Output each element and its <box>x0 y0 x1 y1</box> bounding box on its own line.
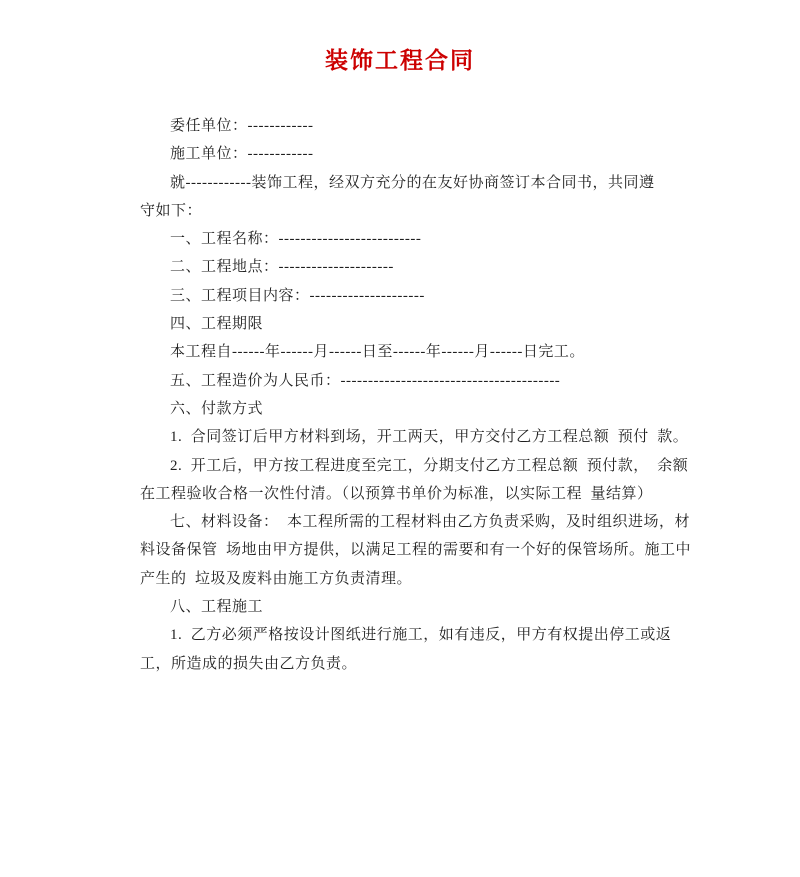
line-contractor-unit: 施工单位：------------ <box>170 146 314 163</box>
line-clause-6-item-1: 1. 合同签订后甲方材料到场，开工两天，甲方交付乙方工程总额 预付 款。 <box>170 429 689 446</box>
line-clause-3-project-content: 三、工程项目内容：--------------------- <box>170 287 425 304</box>
document-body <box>0 112 800 678</box>
line-clause-4-duration-dates: 本工程自------年------月------日至------年------月------日完工。 <box>170 344 585 361</box>
line-clause-6-item-2a: 2. 开工后，甲方按工程进度至完工，分期支付乙方工程总额 预付款， 余额 <box>170 457 689 474</box>
document-title: 装饰工程合同 <box>325 48 475 73</box>
line-preamble-2: 守如下： <box>140 202 203 219</box>
line-clause-7-materials-c: 产生的 垃圾及废料由施工方负责清理。 <box>140 570 413 587</box>
line-clause-4-duration-heading: 四、工程期限 <box>170 316 264 333</box>
line-clause-7-materials-a: 七、材料设备： 本工程所需的工程材料由乙方负责采购，及时组织进场，材 <box>170 514 691 531</box>
line-clause-5-price: 五、工程造价为人民币：---------------------------------------- <box>170 372 561 389</box>
line-clause-6-payment-heading: 六、付款方式 <box>170 400 264 417</box>
line-clause-8-item-1b: 工，所造成的损失由乙方负责。 <box>140 655 358 672</box>
line-preamble-1: 就------------装饰工程，经双方充分的在友好协商签订本合同书，共同遵 <box>170 174 655 191</box>
line-clause-8-construction-heading: 八、工程施工 <box>170 599 264 616</box>
line-clause-8-item-1a: 1. 乙方必须严格按设计图纸进行施工，如有违反，甲方有权提出停工或返 <box>170 627 672 644</box>
line-clause-1-project-name: 一、工程名称：-------------------------- <box>170 231 422 248</box>
line-client-unit: 委任单位：------------ <box>170 118 314 134</box>
line-clause-2-project-location: 二、工程地点：--------------------- <box>170 259 394 276</box>
line-clause-7-materials-b: 料设备保管 场地由甲方提供，以满足工程的需要和有一个好的保管场所。施工中 <box>140 542 692 559</box>
line-clause-6-item-2b: 在工程验收合格一次性付清。（以预算书单价为标准，以实际工程 量结算） <box>140 485 653 502</box>
